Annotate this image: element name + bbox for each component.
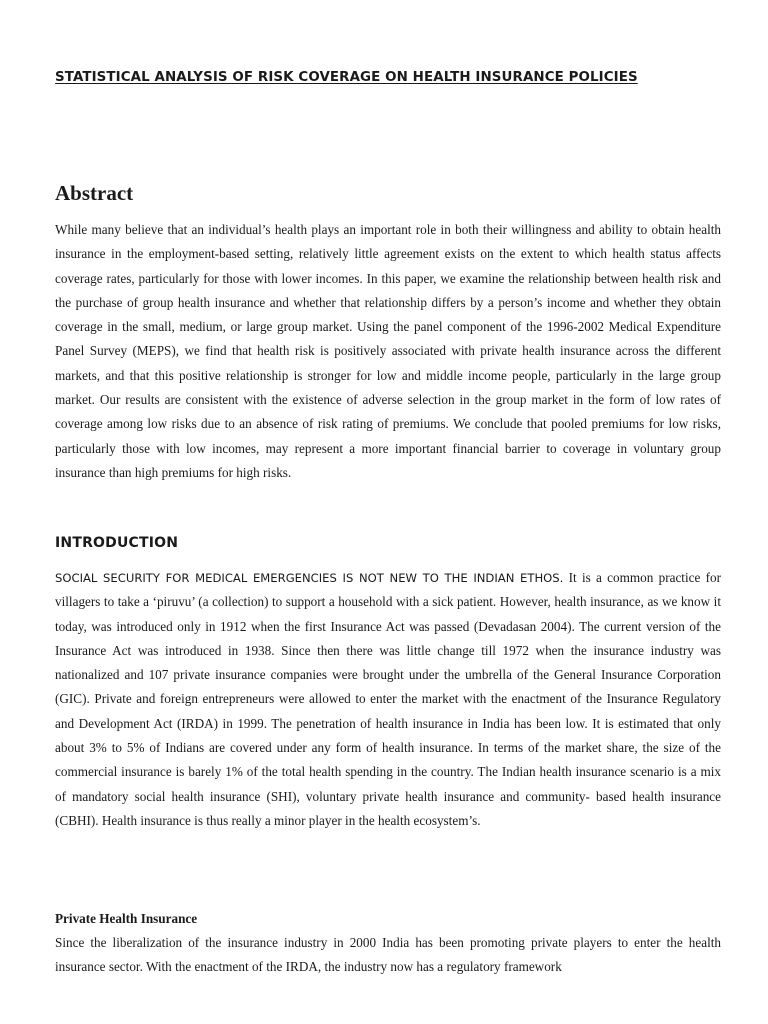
document-title: STATISTICAL ANALYSIS OF RISK COVERAGE ON HEALTH INSURANCE POLICIES <box>55 70 638 85</box>
abstract-paragraph: While many believe that an individual’s health plays an important role in both their willingness and ability to obtain health insurance in the employment-based setting, relatively little agreement exists on the extent to which health status affects coverage rates, particularly for those with lower incomes. In this paper, we examine the relationship between health risk and the purchase of group health insurance and whether that relationship differs by a person’s income and whether they obtain coverage in the small, medium, or large group market. Using the panel component of the 1996-2002 Medical Expenditure Panel Survey (MEPS), we find that health risk is positively associated with private health insurance across the different markets, and that this positive relationship is stronger for low and middle income people, particularly in the large group market. Our results are consistent with the existence of adverse selection in the group market in the form of low rates of coverage among low risks due to an absence of risk rating of premiums. We conclude that pooled premiums for low risks, particularly those with low incomes, may represent a more important financial barrier to coverage in voluntary group insurance than high premiums for high risks. <box>55 222 721 480</box>
introduction-paragraph <box>55 566 721 833</box>
abstract-heading: Abstract <box>55 181 134 205</box>
introduction-heading: INTRODUCTION <box>55 535 179 551</box>
introduction-body-text: It is a common practice for villagers to take a ‘piruvu’ (a collection) to support a household with a sick patient. However, health insurance, as we know it today, was introduced only in 1912 when the first Insurance Act was passed (Devadasan 2004). The current version of the Insurance Act was introduced in 1938. Since then there was little change till 1972 when the insurance industry was nationalized and 107 private insurance companies were brought under the umbrella of the General Insurance Corporation (GIC). Private and foreign entrepreneurs were allowed to enter the market with the enactment of the Insurance Regulatory and Development Act (IRDA) in 1999. The penetration of health insurance in India has been low. It is estimated that only about 3% to 5% of Indians are covered under any form of health insurance. In terms of the market share, the size of the commercial insurance is barely 1% of the total health spending in the country. The Indian health insurance scenario is a mix of mandatory social health insurance (SHI), voluntary private health insurance and community- based health insurance (CBHI). Health insurance is thus really a minor player in the health ecosystem’s. <box>55 570 721 828</box>
introduction-lead-text: SOCIAL SECURITY FOR MEDICAL EMERGENCIES IS NOT NEW TO THE INDIAN ETHOS. <box>55 571 564 585</box>
private-health-insurance-paragraph: Since the liberalization of the insurance industry in 2000 India has been promoting private players to enter the health insurance sector. With the enactment of the IRDA, the industry now has a regulatory framework <box>55 935 721 975</box>
private-health-insurance-heading: Private Health Insurance <box>55 911 198 926</box>
